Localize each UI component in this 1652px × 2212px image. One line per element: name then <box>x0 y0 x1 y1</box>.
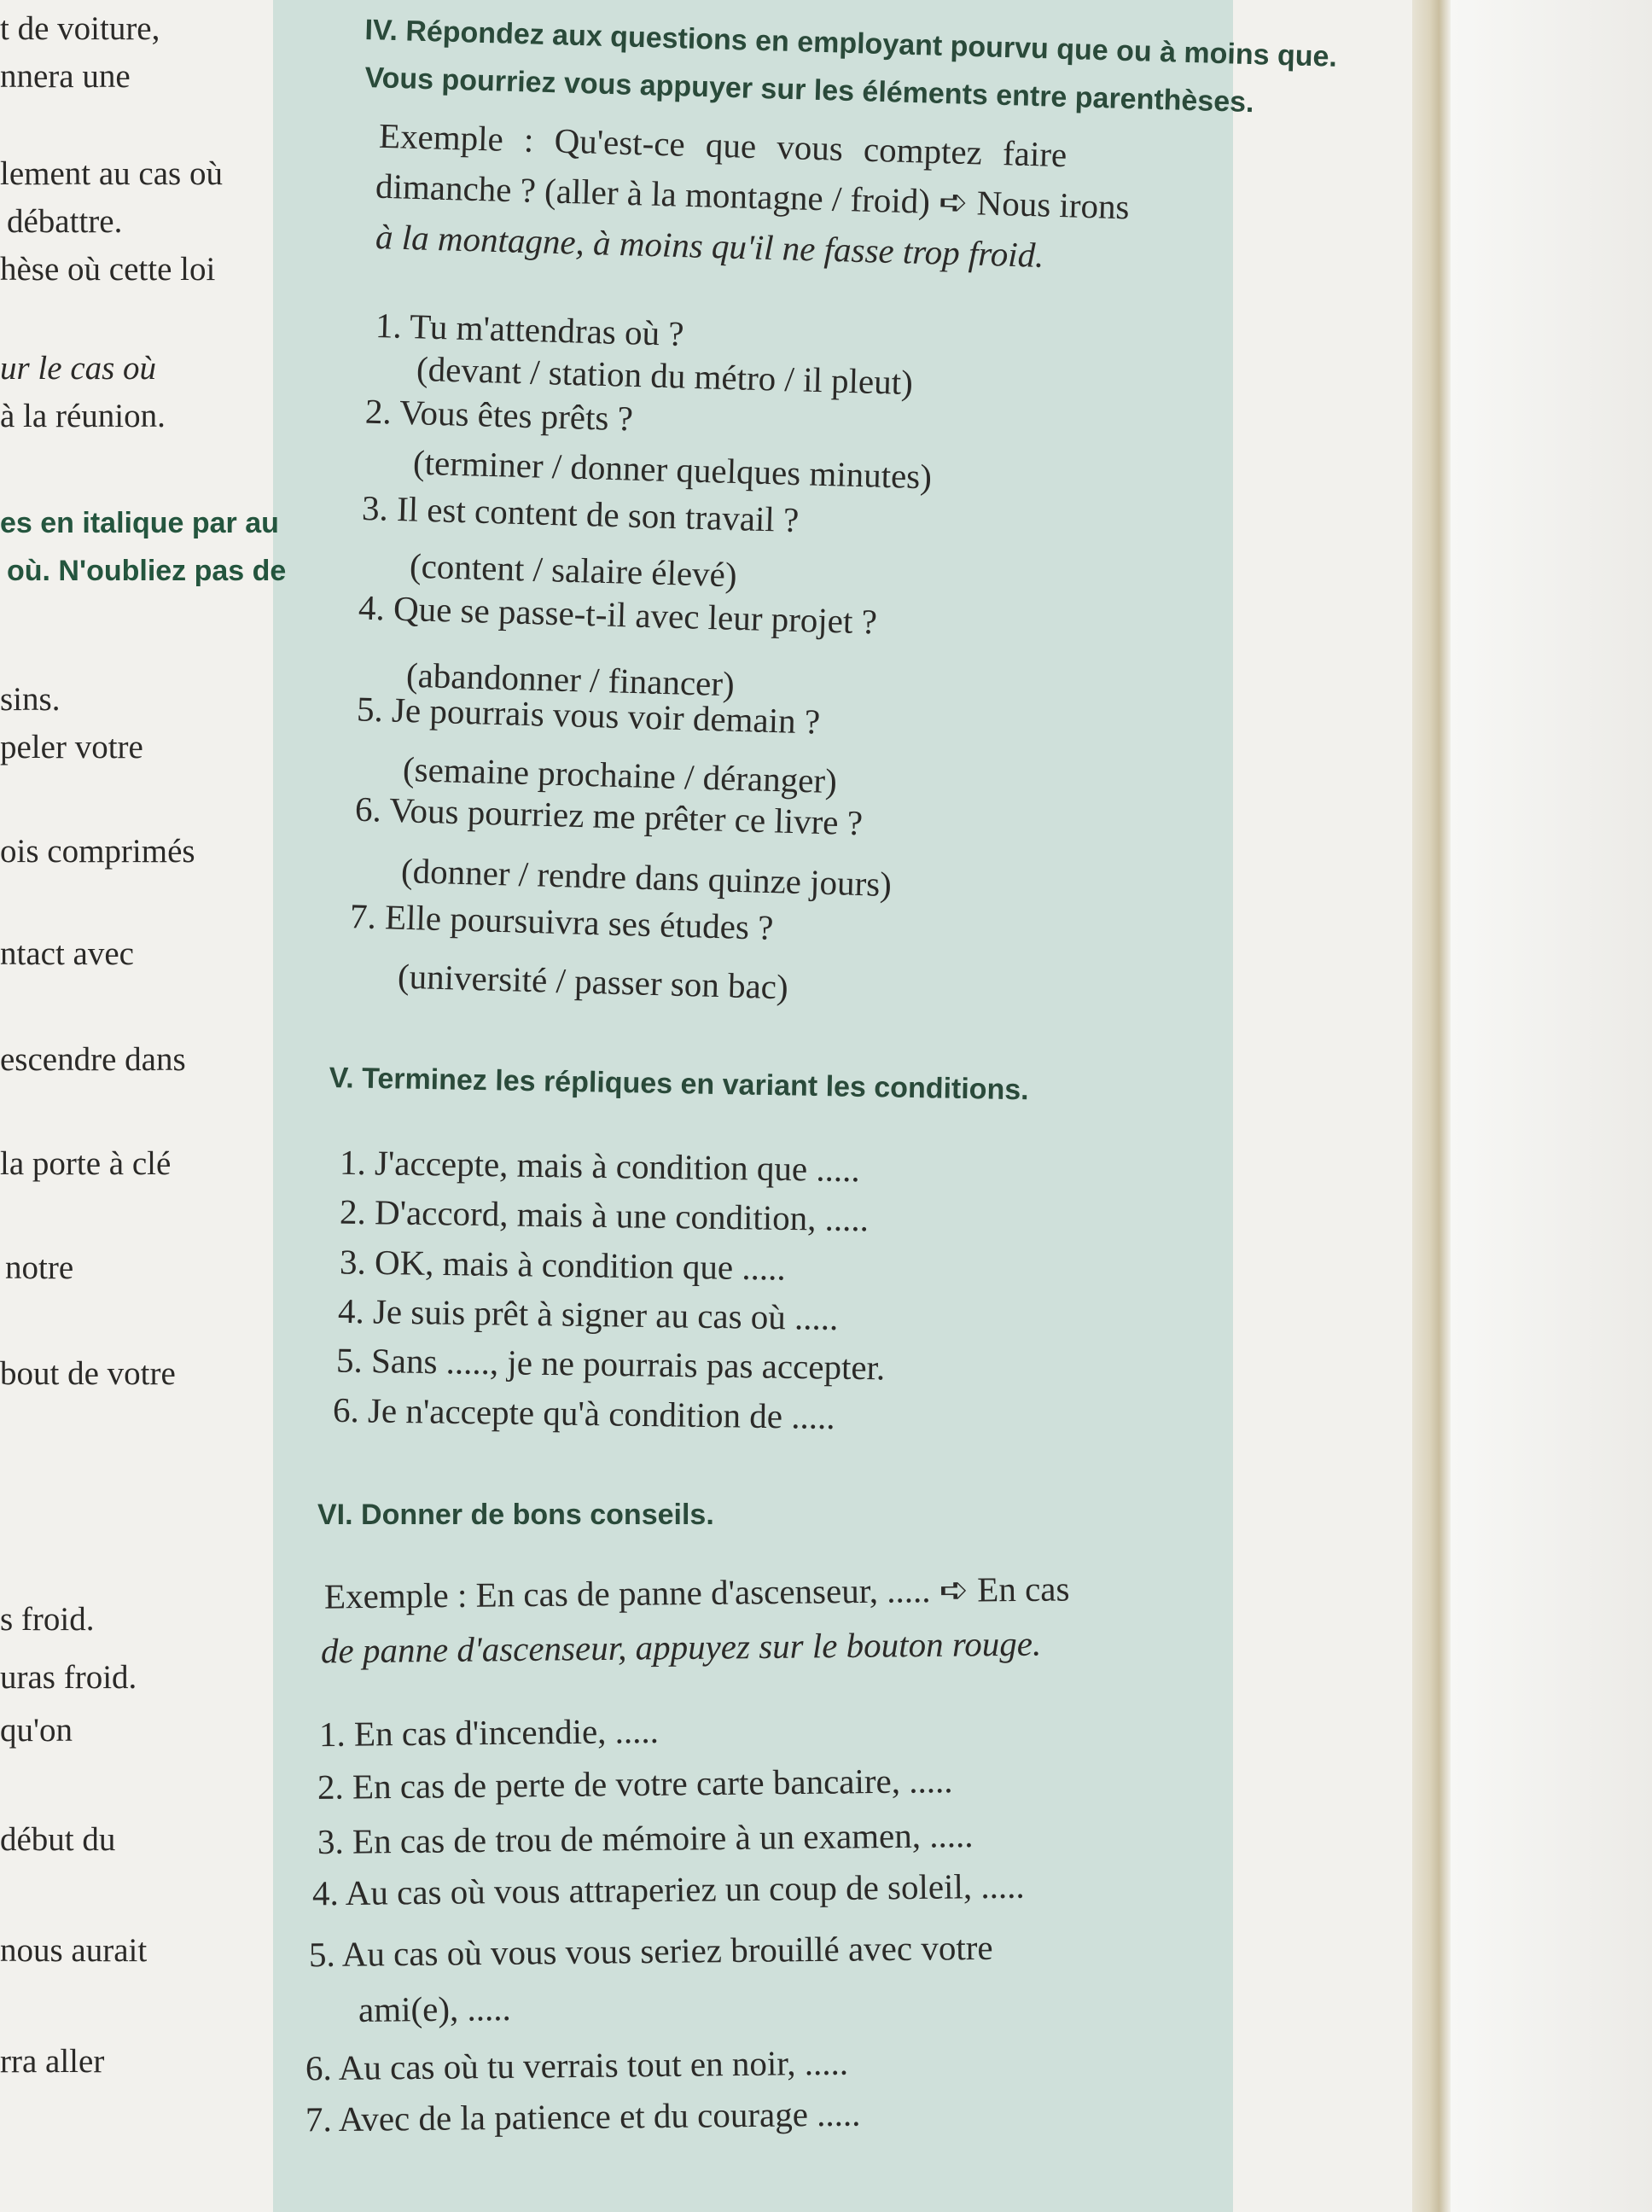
question-hint: (donner / rendre dans quinze jours) <box>400 850 893 905</box>
example-line: Exemple : En cas de panne d'ascenseur, ..... ➪ En cas <box>323 1569 1070 1616</box>
reply-item: 5. Sans ....., je ne pourrais pas accepter. <box>335 1340 886 1388</box>
advice-item: 1. En cas d'incendie, ..... <box>318 1710 660 1755</box>
background-paper <box>1451 0 1652 2212</box>
left-line: ois comprimés <box>0 833 195 870</box>
question-hint: (content / salaire élevé) <box>409 545 738 595</box>
left-line: la porte à clé <box>0 1145 172 1182</box>
advice-item-continuation: ami(e), ..... <box>358 1988 511 2029</box>
left-line: rra aller <box>0 2043 105 2080</box>
question-hint: (semaine prochaine / déranger) <box>402 748 838 801</box>
question-hint: (abandonner / financer) <box>405 655 736 704</box>
example-answer: de panne d'ascenseur, appuyez sur le bouton rouge. <box>320 1623 1042 1671</box>
reply-item: 3. OK, mais à condition que ..... <box>339 1242 786 1288</box>
left-line: nnera une <box>0 58 131 95</box>
left-line: ur le cas où <box>0 350 157 387</box>
left-line: ntact avec <box>0 935 134 972</box>
question-item: 1. Tu m'attendras où ? <box>375 305 685 354</box>
page-edge <box>1412 0 1451 2212</box>
left-heading-line: es en italique par au <box>0 507 279 539</box>
left-line: bout de votre <box>0 1355 176 1392</box>
question-item: 5. Je pourrais vous voir demain ? <box>356 689 821 742</box>
question-hint: (terminer / donner quelques minutes) <box>412 442 933 497</box>
reply-item: 2. D'accord, mais à une condition, ..... <box>339 1191 870 1239</box>
advice-item: 3. En cas de trou de mémoire à un examen, ..... <box>317 1814 974 1862</box>
reply-item: 1. J'accepte, mais à condition que ..... <box>339 1142 860 1190</box>
example-line: Exemple : Qu'est-ce que vous comptez faire <box>378 115 1067 175</box>
question-hint: (devant / station du métro / il pleut) <box>416 348 914 403</box>
left-line: uras froid. <box>0 1659 137 1696</box>
question-hint: (université / passer son bac) <box>397 956 789 1007</box>
reply-item: 6. Je n'accepte qu'à condition de ..... <box>332 1389 835 1437</box>
section-vi-heading: VI. Donner de bons conseils. <box>317 1499 714 1531</box>
left-line: sins. <box>0 681 61 718</box>
left-line: escendre dans <box>0 1041 186 1078</box>
left-line: à la réunion. <box>0 398 166 434</box>
left-line: qu'on <box>0 1712 73 1749</box>
advice-item: 4. Au cas où vous attraperiez un coup de soleil, ..... <box>311 1866 1025 1913</box>
question-item: 6. Vous pourriez me prêter ce livre ? <box>354 789 864 843</box>
left-line: débattre. <box>7 203 123 240</box>
left-line: nous aurait <box>0 1932 148 1969</box>
reply-item: 4. Je suis prêt à signer au cas où ..... <box>337 1290 839 1338</box>
left-line: lement au cas où <box>0 155 223 192</box>
question-item: 7. Elle poursuivra ses études ? <box>349 896 774 947</box>
left-line: s froid. <box>0 1601 95 1638</box>
question-item: 2. Vous êtes prêts ? <box>364 391 634 439</box>
advice-item: 5. Au cas où vous vous seriez brouillé avec votre <box>308 1927 993 1975</box>
left-line: notre <box>5 1249 74 1286</box>
advice-item: 6. Au cas où tu verrais tout en noir, ..... <box>305 2042 849 2088</box>
question-item: 4. Que se passe-t-il avec leur projet ? <box>358 587 878 642</box>
left-line: hèse où cette loi <box>0 251 216 288</box>
left-line: début du <box>0 1821 116 1858</box>
advice-item: 2. En cas de perte de votre carte bancaire, ..... <box>317 1761 953 1807</box>
advice-item: 7. Avec de la patience et du courage ..... <box>305 2093 861 2139</box>
section-v-heading: V. Terminez les répliques en variant les conditions. <box>329 1062 1029 1107</box>
left-line: t de voiture, <box>0 10 160 47</box>
left-heading-line: où. N'oubliez pas de <box>7 555 287 587</box>
example-line: dimanche ? (aller à la montagne / froid) ➪ Nous irons <box>375 166 1131 227</box>
question-item: 3. Il est content de son travail ? <box>361 487 800 540</box>
example-answer: à la montagne, à moins qu'il ne fasse trop froid. <box>375 217 1045 275</box>
left-line: peler votre <box>0 729 143 765</box>
section-iv-subheading: Vous pourriez vous appuyer sur les éléments entre parenthèses. <box>364 61 1255 119</box>
section-iv-heading: IV. Répondez aux questions en employant pourvu que ou à moins que. <box>364 14 1338 73</box>
